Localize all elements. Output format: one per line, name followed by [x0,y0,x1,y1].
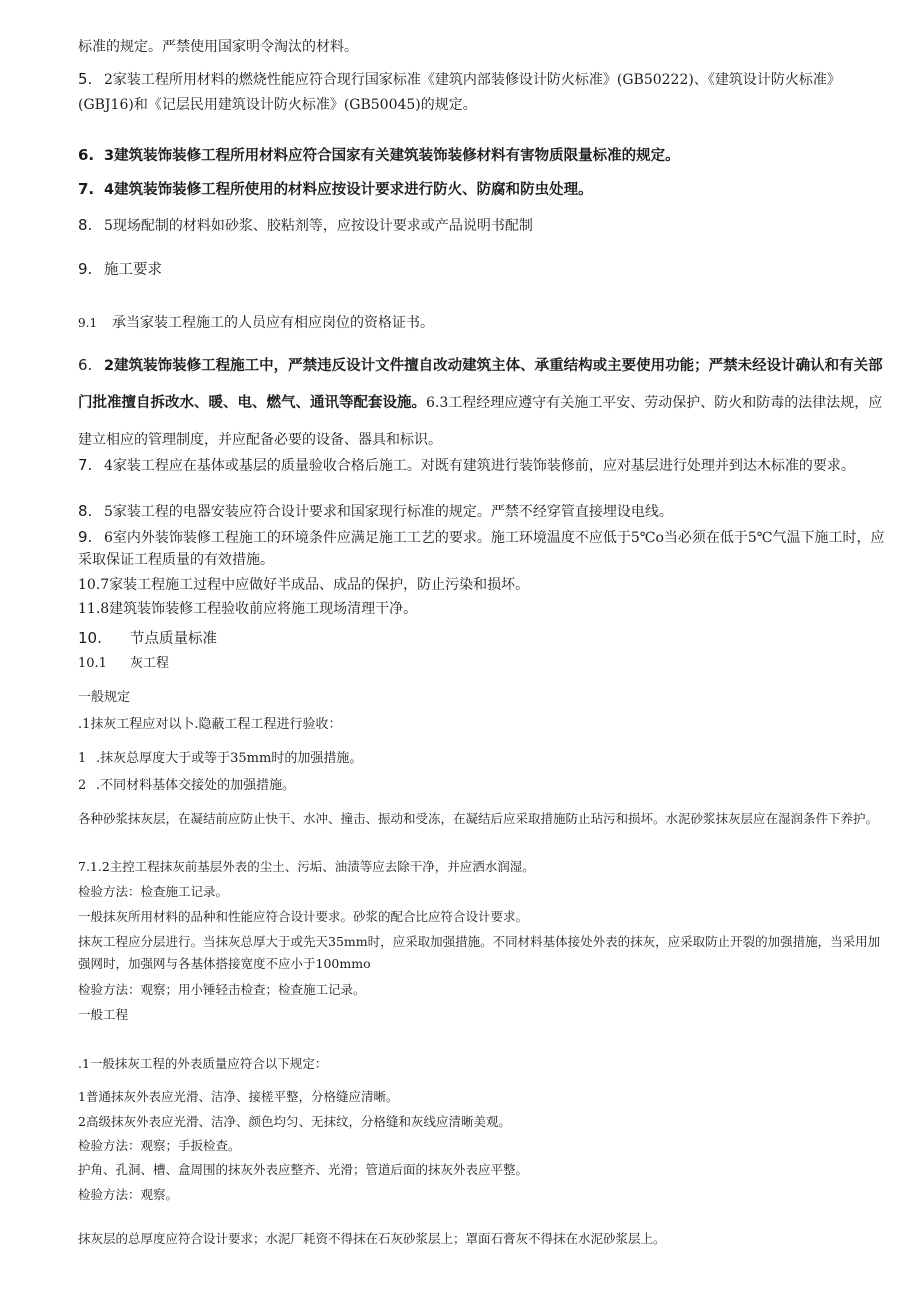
paragraph-text: 6.3工程经理应遵守有关施工平安、劳动保护、防火和防毒的法律法规，应建立相应的管理制度，并应配备必要的设备、器具和标识。 [78,395,883,448]
list-item: 1普通抹灰外表应光滑、洁净、接槎平整，分格缝应清晰。 [78,1089,399,1104]
section-title: 施工要求 [104,262,162,278]
paragraph: .1抹灰工程应对以卜.隐蔽工程工程进行验收： [78,717,342,732]
list-text: 4家装工程应在基体或基层的质量验收合格后施工。对既有建筑进行装饰装修前，应对基层进行处理并到达木标准的要求。 [104,458,855,474]
paragraph: 抹灰层的总厚度应符合设计要求；水泥厂耗资不得抹在石灰砂浆层上；罩面石膏灰不得抹在水泥砂浆层上。 [78,1231,666,1246]
list-item [78,502,888,521]
paragraph: 一般规定 [78,690,131,705]
paragraph: 检验方法：观察。 [78,1187,179,1202]
paragraph: 护角、孔洞、槽、盒周围的抹灰外表应整齐、光滑；管道后面的抹灰外表应平整。 [78,1162,529,1177]
list-number: 8. [78,216,93,234]
list-text: 承当家装工程施工的人员应有相应岗位的资格证书。 [112,315,434,331]
list-text: 5家装工程的电器安装应符合设计要求和国家现行标准的规定。严禁不经穿管直接埋设电线。 [104,504,673,520]
list-item: 2高级抹灰外表应光滑、洁净、颜色均匀、无抹纹，分格缝和灰线应清晰美观。 [78,1114,511,1129]
section-title: 节点质量标准 [130,631,217,647]
paragraph: 检验方法：观察；用小锤轻击检查；检查施工记录。 [78,982,366,997]
bold-text: 2建筑装饰装修工程施工中，严禁违反设计文件擅自改动建筑主体、承重结构或主要使用功能；严禁未经设计确认和有关部门批准擅自拆改水、暖、电、燃气、通讯等配套设施。 [78,358,883,411]
list-item [78,314,888,332]
section-title: 灰工程 [130,656,170,671]
paragraph: 各种砂浆抹灰层，在凝结前应防止快干、水冲、撞击、振动和受冻，在凝结后应采取措施防止玷污和损坏。水泥砂浆抹灰层应在湿润条件下养护。 [78,811,879,826]
paragraph [78,347,888,459]
list-text: 6室内外装饰装修工程施工的环境条件应满足施工工艺的要求。施工环境温度不应低于5℃o当必须在低于5℃气温下施工时，应采取保证工程质量的有效措施。 [78,530,885,568]
list-number: 7. [78,180,95,198]
list-item [78,777,888,795]
section-heading [78,629,888,648]
list-text: .不同材料基体交接处的加强措施。 [96,778,296,793]
paragraph: .1一般抹灰工程的外表质量应符合以下规定： [78,1056,328,1071]
paragraph: 检验方法：观察；手扳检查。 [78,1138,241,1153]
list-item: 10.7家装工程施工过程中应做好半成品、成品的保护，防止污染和损坏。 [78,577,530,593]
paragraph: 检验方法：检查施工记录。 [78,884,229,899]
list-item [78,526,888,571]
section-number: 10.1 [78,656,107,671]
list-item: 11.8建筑装饰装修工程验收前应将施工现场清理干净。 [78,601,418,617]
paragraph: 一般抹灰所用材料的品种和性能应符合设计要求。砂浆的配合比应符合设计要求。 [78,909,529,924]
list-text: 3建筑装饰装修工程所用材料应符合国家有关建筑装饰装修材料有害物质限量标准的规定。 [104,148,680,164]
list-number: 7. [78,456,93,474]
list-text: 4建筑装饰装修工程所使用的材料应按设计要求进行防火、防腐和防虫处理。 [104,182,593,198]
subsection-heading [78,655,888,673]
list-text: .抹灰总厚度大于或等于35mm时的加强措施。 [96,751,363,766]
list-item [78,216,888,235]
list-number: 9.1 [78,316,98,330]
list-text: 2家装工程所用材料的燃烧性能应符合现行国家标准《建筑内部装修设计防火标准》(GB50222)、《建筑设计防火标准》(GBJ16)和《记层民用建筑设计防火标准》(GB50045)的规定。 [78,72,841,113]
paragraph: 标准的规定。严禁使用国家明令淘汰的材料。 [78,39,358,55]
list-item [78,67,888,118]
list-item [78,180,888,199]
section-heading [78,260,888,279]
list-item [78,750,888,768]
paragraph: 一般工程 [78,1007,129,1022]
list-number: 1 [78,751,87,766]
paragraph: 抹灰工程应分层进行。当抹灰总厚大于或先天35mm时，应采取加强措施。不同材料基体接处外表的抹灰，应采取防止开裂的加强措施，当采用加强网时，加强网与各基体搭接宽度不应小于100mmo [78,934,881,971]
section-number: 9. [78,260,93,278]
list-item [78,454,888,477]
section-number: 10. [78,629,102,647]
paragraph: 7.1.2主控工程抹灰前基层外表的尘土、污垢、油渍等应去除干净，并应洒水润湿。 [78,859,535,874]
list-number: 9. [78,528,93,546]
list-number: 5. [78,70,93,88]
list-item [78,146,888,165]
list-number: 6. [78,356,93,374]
list-number: 2 [78,778,87,793]
list-text: 5现场配制的材料如砂浆、胶粘剂等，应按设计要求或产品说明书配制 [104,218,533,234]
list-number: 8. [78,502,93,520]
list-number: 6. [78,146,95,164]
